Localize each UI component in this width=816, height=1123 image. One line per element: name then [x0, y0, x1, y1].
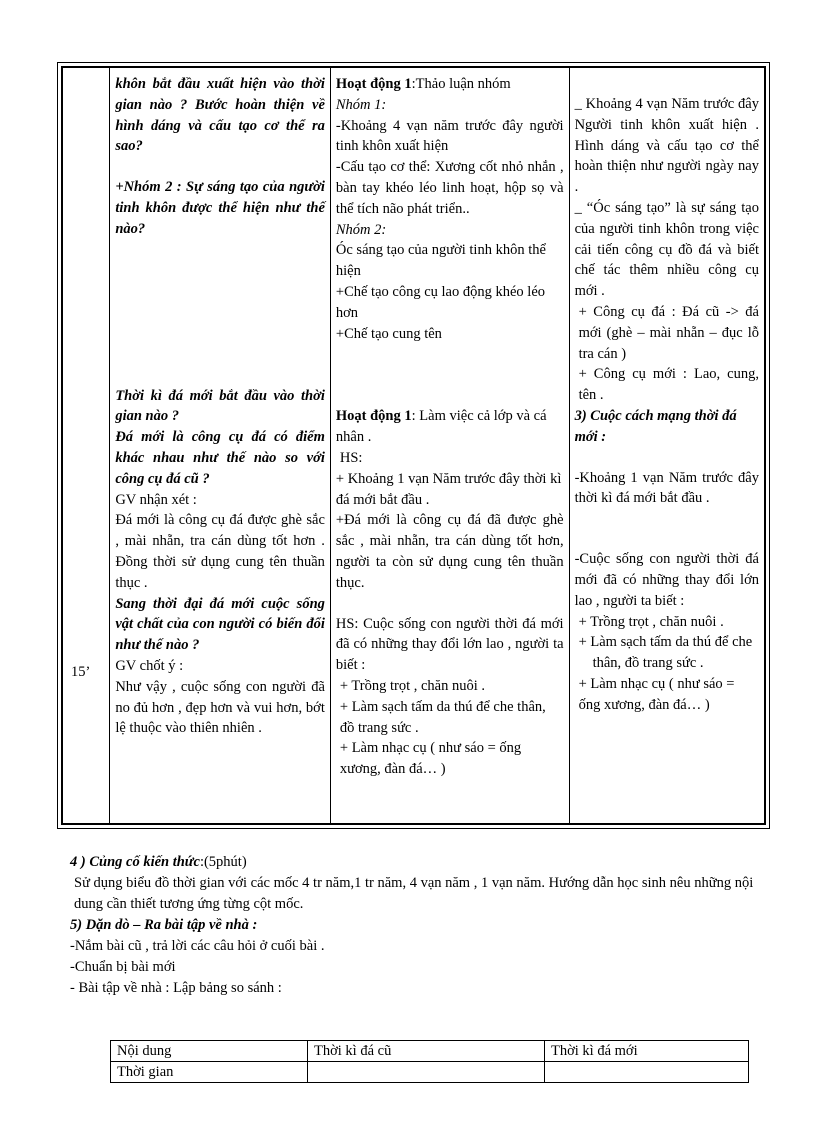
group-2-label: Nhóm 2:	[335, 221, 387, 238]
activities-column	[330, 67, 569, 824]
compare-row-time-label: Thời gian	[111, 1062, 308, 1083]
result-6: -Khoảng 1 vạn Năm trước đây thời kì đá mới bắt đầu .	[574, 469, 759, 507]
compare-row-time-new	[545, 1062, 749, 1083]
hs-2-item-a: + Trồng trọt , chăn nuôi .	[339, 677, 486, 694]
activity-1-label: Hoạt động 1	[335, 76, 412, 92]
results-column	[569, 67, 765, 824]
question-5: Sang thời đại đá mới cuộc sống vật chất của con người có biến đổi như thế nào ?	[115, 595, 325, 654]
result-2: _ “Óc sáng tạo” là sự sáng tạo của người tinh khôn trong việc cải tiến công cụ đồ đá và biết chế tác thêm nhiều công cụ mới .	[574, 199, 759, 300]
result-7-item-b2: thân, đồ trang sức .	[592, 655, 704, 672]
gv-comment-text: Đá mới là công cụ đá được ghè sắc , mài nhẵn, tra cán dùng tốt hơn . Đồng thời sử dụng cung tên thuần thục .	[115, 512, 325, 591]
compare-header-old-stone: Thời kì đá cũ	[308, 1041, 545, 1062]
consolidation-time: :(5phút)	[199, 854, 247, 870]
table-row	[111, 1041, 749, 1062]
gv-conclude-label: GV chốt ý :	[115, 657, 184, 674]
question-3: Thời kì đá mới bắt đầu vào thời gian nào ?	[115, 387, 325, 425]
questions-column	[110, 67, 331, 824]
result-7-item-b: + Làm sạch tấm da thú để che	[578, 634, 753, 651]
compare-header-new-stone: Thời kì đá mới	[545, 1041, 749, 1062]
group-1-line-1: -Khoảng 4 vạn năm trước đây người tinh khôn xuất hiện	[335, 117, 564, 155]
hs-1-answer-a: + Khoảng 1 vạn Năm trước đây thời kì đá mới bắt đầu .	[335, 470, 562, 508]
activity-2-title: : Làm việc cả lớp và cá nhân .	[335, 408, 547, 446]
result-4: + Công cụ mới : Lao, cung, tên .	[578, 366, 759, 404]
result-3: + Công cụ đá : Đá cũ -> đá mới (ghè – mài nhẵn – đục lỗ tra cán )	[578, 303, 759, 362]
compare-header-content: Nội dung	[111, 1041, 308, 1062]
homework-item-3: - Bài tập về nhà : Lập bảng so sánh :	[70, 980, 282, 996]
activity-2-label: Hoạt động 1	[335, 408, 412, 425]
result-7-item-a: + Trồng trọt , chăn nuôi .	[578, 613, 724, 630]
homework-heading: 5) Dặn dò – Ra bài tập về nhà :	[70, 917, 258, 933]
table-row	[62, 67, 765, 824]
result-1: _ Khoảng 4 vạn Năm trước đây Người tinh khôn xuất hiện . Hình dáng và cấu tạo cơ thể hoàn thiện như người ngày nay .	[574, 96, 759, 196]
hs-1-label: HS:	[339, 449, 363, 466]
hs-2-answer: HS: Cuộc sống con người thời đá mới đã có những thay đổi lớn lao , người ta biết :	[335, 615, 564, 674]
hs-2-item-b: + Làm sạch tấm da thú để che thân, đồ trang sức .	[339, 698, 546, 736]
table-row	[111, 1062, 749, 1083]
group-1-line-2: -Cấu tạo cơ thể: Xương cốt nhỏ nhắn , bàn tay khéo léo linh hoạt, hộp sọ và thể tích não phát triển..	[335, 159, 564, 217]
group-1-label: Nhóm 1:	[335, 96, 387, 113]
hs-1-answer-b: +Đá mới là công cụ đá đã được ghè sắc , mài nhẵn, tra cán dùng tốt hơn, người ta còn sử dụng cung tên thuần thục.	[335, 512, 564, 591]
time-column	[62, 67, 110, 824]
question-1: khôn bắt đầu xuất hiện vào thời gian nào ? Bước hoàn thiện về hình dáng và cấu tạo cơ thể ra sao?	[115, 76, 325, 155]
result-7: -Cuộc sống con người thời đá mới đã có những thay đổi lớn lao , người ta biết :	[574, 551, 759, 609]
time-value: 15’	[71, 664, 91, 680]
compare-table	[110, 1040, 749, 1083]
consolidation-heading: 4 ) Củng cố kiến thức	[70, 854, 200, 870]
gv-conclude-text: Như vậy , cuộc sống con người đã no đủ hơn , đẹp hơn và vui hơn, bớt lệ thuộc vào thiên nhiên .	[115, 678, 325, 737]
result-7-item-c: + Làm nhạc cụ ( như sáo = ống xương, đàn đá… )	[578, 675, 735, 713]
after-table-section	[70, 852, 760, 999]
result-5-heading: 3) Cuộc cách mạng thời đá mới :	[574, 407, 737, 445]
homework-item-2: -Chuẩn bị bài mới	[70, 959, 176, 975]
group-2-line-1: Óc sáng tạo của người tinh khôn thể hiện	[335, 242, 546, 280]
question-2: +Nhóm 2 : Sự sáng tạo của người tinh khôn được thể hiện như thế nào?	[115, 179, 325, 237]
group-2-line-2: +Chế tạo công cụ lao động khéo léo hơn	[335, 283, 546, 321]
consolidation-text: Sử dụng biểu đồ thời gian với các mốc 4 tr năm,1 tr năm, 4 vạn năm , 1 vạn năm. Hướng dẫn học sinh nêu những nội dung cần thiết tương ứng từng cột mốc.	[74, 875, 754, 912]
compare-row-time-old	[308, 1062, 545, 1083]
homework-item-1: -Nắm bài cũ , trả lời các câu hỏi ở cuối bài .	[70, 938, 325, 954]
question-4: Đá mới là công cụ đá có điểm khác nhau như thế nào so với công cụ đá cũ ?	[115, 429, 325, 487]
gv-comment-label: GV nhận xét :	[115, 491, 197, 508]
lesson-table	[61, 66, 766, 825]
group-2-line-3: +Chế tạo cung tên	[335, 325, 442, 342]
hs-2-item-c: + Làm nhạc cụ ( như sáo = ống xương, đàn đá… )	[339, 740, 522, 778]
activity-1-title: :Thảo luận nhóm	[411, 76, 511, 92]
